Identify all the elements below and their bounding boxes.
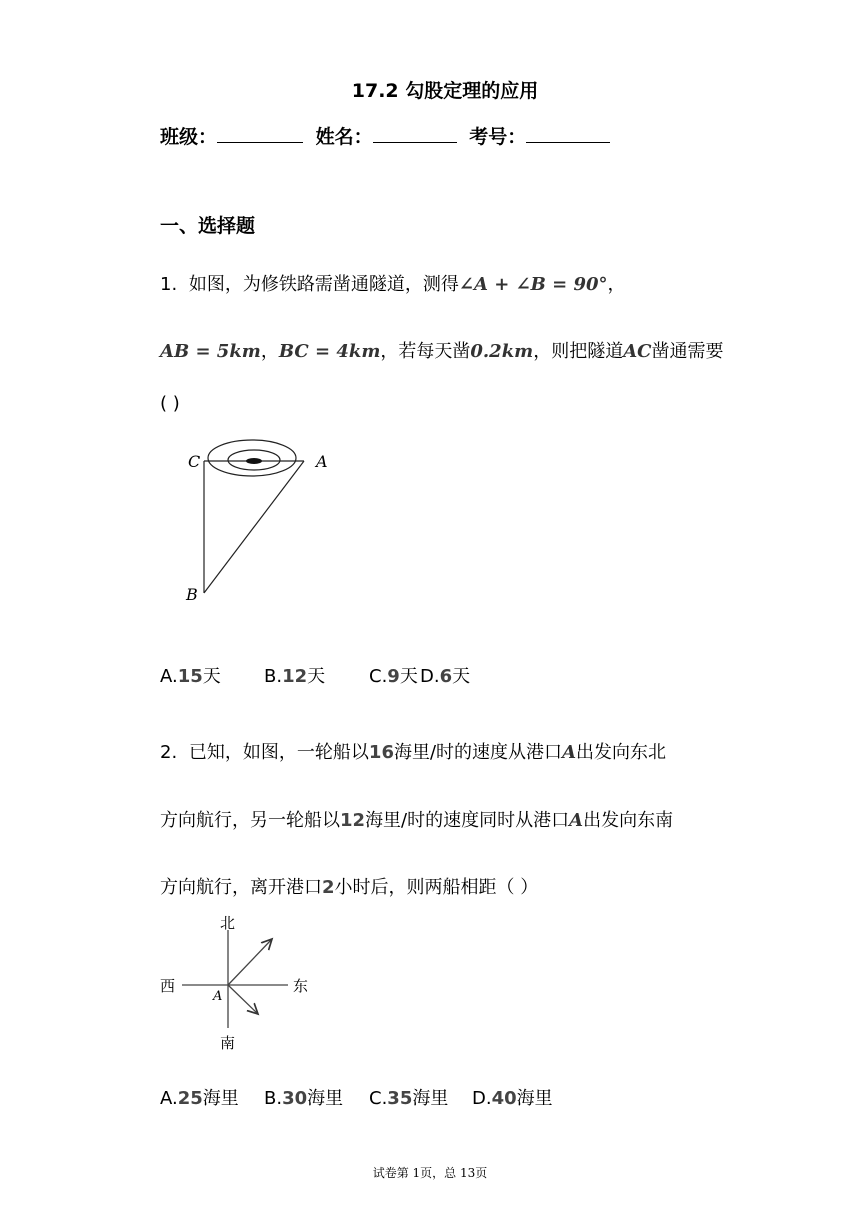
option-a[interactable]: A.25海里 (160, 1088, 239, 1109)
speed-value: 12 (340, 810, 366, 831)
name-blank[interactable] (373, 124, 457, 143)
option-a[interactable]: A.15天 (160, 666, 221, 687)
question-2-line-3 (160, 873, 538, 899)
tunnel-triangle-figure (180, 430, 340, 610)
option-b[interactable]: B.12天 (264, 666, 326, 687)
math-expression: 0.2km (470, 341, 534, 362)
section-title: 一、选择题 (160, 215, 256, 237)
question-text: 出发向东南 (583, 810, 674, 831)
math-expression: AB = 5km (160, 341, 261, 362)
question-1-line-2 (160, 337, 724, 363)
question-text: ，则把隧道 (533, 341, 624, 362)
option-d[interactable]: D.6天 (420, 666, 471, 687)
question-1-line-1 (160, 270, 626, 296)
option-d[interactable]: D.40海里 (472, 1088, 553, 1109)
speed-value: 16 (368, 742, 394, 763)
tunnel-core (246, 458, 262, 464)
port-label: A (569, 810, 584, 831)
label-b: B (186, 585, 198, 604)
question-1-options (160, 662, 560, 686)
question-text: 海里/时的速度同时从港口 (365, 810, 570, 831)
math-expression: BC = 4km (278, 341, 381, 362)
label-east: 东 (293, 977, 309, 995)
class-label: 班级： (160, 126, 218, 148)
student-info-line (160, 122, 616, 149)
question-text: ， (607, 274, 626, 295)
northeast-route-arrow (228, 939, 272, 985)
question-text: 已知，如图，一轮船以 (188, 742, 369, 763)
compass-figure (150, 908, 330, 1058)
page-title: 17.2 勾股定理的应用 (351, 80, 539, 102)
question-text: 如图，为修铁路需凿通隧道，测得 (188, 274, 459, 295)
question-text: 出发向东北 (576, 742, 667, 763)
exam-no-label: 考号： (469, 126, 527, 148)
question-2-options (160, 1084, 600, 1108)
port-label: A (562, 742, 577, 763)
question-text: 海里/时的速度从港口 (393, 742, 563, 763)
question-number: 2. (160, 742, 178, 763)
question-text: 小时后，则两船相距（ ） (334, 877, 539, 898)
name-label: 姓名： (315, 126, 373, 148)
tunnel-ring-outer (208, 440, 296, 476)
math-expression: AC (623, 341, 652, 362)
class-blank[interactable] (217, 124, 303, 143)
option-c[interactable]: C.35海里 (369, 1088, 449, 1109)
label-north: 北 (220, 914, 236, 932)
question-text: 方向航行，另一轮船以 (160, 810, 340, 831)
exam-no-blank[interactable] (526, 124, 610, 143)
label-port-a: A (213, 989, 223, 1004)
page-footer: 试卷第 1页，总 13页 (372, 1166, 488, 1180)
label-west: 西 (160, 977, 176, 995)
math-expression: ∠A + ∠B = 90° (458, 274, 608, 295)
label-a: A (316, 452, 328, 471)
option-b[interactable]: B.30海里 (264, 1088, 344, 1109)
label-south: 南 (220, 1034, 236, 1052)
southeast-route-arrow (228, 985, 258, 1014)
question-text: 凿通需要 (651, 341, 724, 362)
question-text: ，若每天凿 (380, 341, 471, 362)
segment-ab (204, 461, 304, 593)
question-2-line-2 (160, 806, 673, 832)
label-c: C (188, 452, 201, 471)
question-text: ， (260, 341, 279, 362)
question-2-line-1 (160, 738, 666, 764)
time-value: 2 (322, 877, 335, 898)
question-text: 方向航行，离开港口 (160, 877, 322, 898)
question-number: 1. (160, 274, 178, 295)
option-c[interactable]: C.9天 (369, 666, 418, 687)
answer-blank: ( ) (160, 393, 180, 414)
